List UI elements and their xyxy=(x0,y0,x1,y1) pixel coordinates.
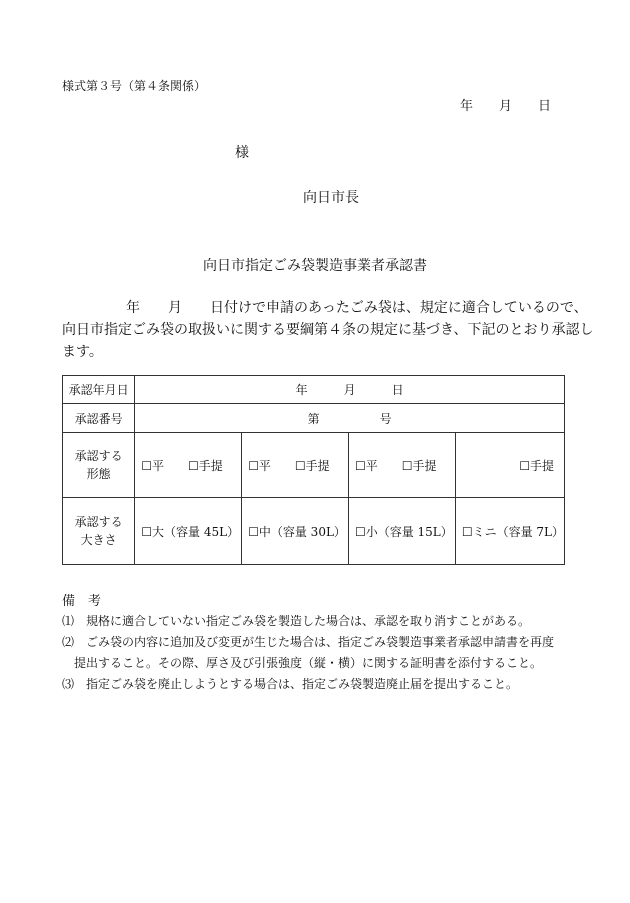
form-label xyxy=(63,433,135,498)
note-item-1: ⑴ 規格に適合していない指定ごみ袋を製造した場合は、承認を取り消すことがある。 xyxy=(62,614,531,628)
table-row-form xyxy=(63,433,565,498)
notes-list xyxy=(62,611,582,695)
table-row-approval-number xyxy=(63,404,565,433)
table-row-approval-date xyxy=(63,376,565,404)
note-item-2: ⑵ ごみ袋の内容に追加及び変更が生じた場合は、指定ごみ袋製造事業者承認申請書を再度 xyxy=(62,635,555,649)
approval-number-value: 第 号 xyxy=(135,404,565,433)
size-label-line-2: 大きさ xyxy=(80,533,117,547)
size-option-mini: ☐ミニ（容量 7L） xyxy=(455,498,564,565)
form-label-line-2: 形態 xyxy=(86,467,111,481)
table-row-size xyxy=(63,498,565,565)
form-label-line-1: 承認する xyxy=(74,449,123,463)
size-option-medium: ☐中（容量 30L） xyxy=(242,498,349,565)
approval-date-value: 年 月 日 xyxy=(135,376,565,404)
form-option-1: ☐平 ☐手提 xyxy=(135,433,242,498)
size-option-large: ☐大（容量 45L） xyxy=(135,498,242,565)
size-label xyxy=(63,498,135,565)
document-title: 向日市指定ごみ袋製造事業者承認書 xyxy=(203,258,427,274)
body-line-3: ます。 xyxy=(62,344,103,360)
size-label-line-1: 承認する xyxy=(74,515,123,529)
size-option-small: ☐小（容量 15L） xyxy=(348,498,455,565)
issuer: 向日市長 xyxy=(303,190,359,206)
body-line-2: 向日市指定ごみ袋の取扱いに関する要綱第４条の規定に基づき、下記のとおり承認し xyxy=(62,322,594,338)
form-option-3: ☐平 ☐手提 xyxy=(348,433,455,498)
addressee: 様 xyxy=(235,145,249,161)
issue-date-line: 年 月 日 xyxy=(460,99,552,114)
approval-table xyxy=(62,375,565,565)
approval-number-label: 承認番号 xyxy=(63,404,135,433)
form-option-4: ☐手提 xyxy=(455,433,564,498)
body-paragraph xyxy=(62,297,594,363)
form-option-2: ☐平 ☐手提 xyxy=(242,433,349,498)
note-item-2-continued: 提出すること。その際、厚さ及び引張強度（縦・横）に関する証明書を添付すること。 xyxy=(74,656,543,670)
form-number: 様式第３号（第４条関係） xyxy=(62,79,207,93)
body-line-1: 年 月 日付けで申請のあったごみ袋は、規定に適合しているので、 xyxy=(126,300,588,316)
approval-date-label: 承認年月日 xyxy=(63,376,135,404)
note-item-3: ⑶ 指定ごみ袋を廃止しようとする場合は、指定ごみ袋製造廃止届を提出すること。 xyxy=(62,677,519,691)
notes-title: 備 考 xyxy=(62,594,102,609)
